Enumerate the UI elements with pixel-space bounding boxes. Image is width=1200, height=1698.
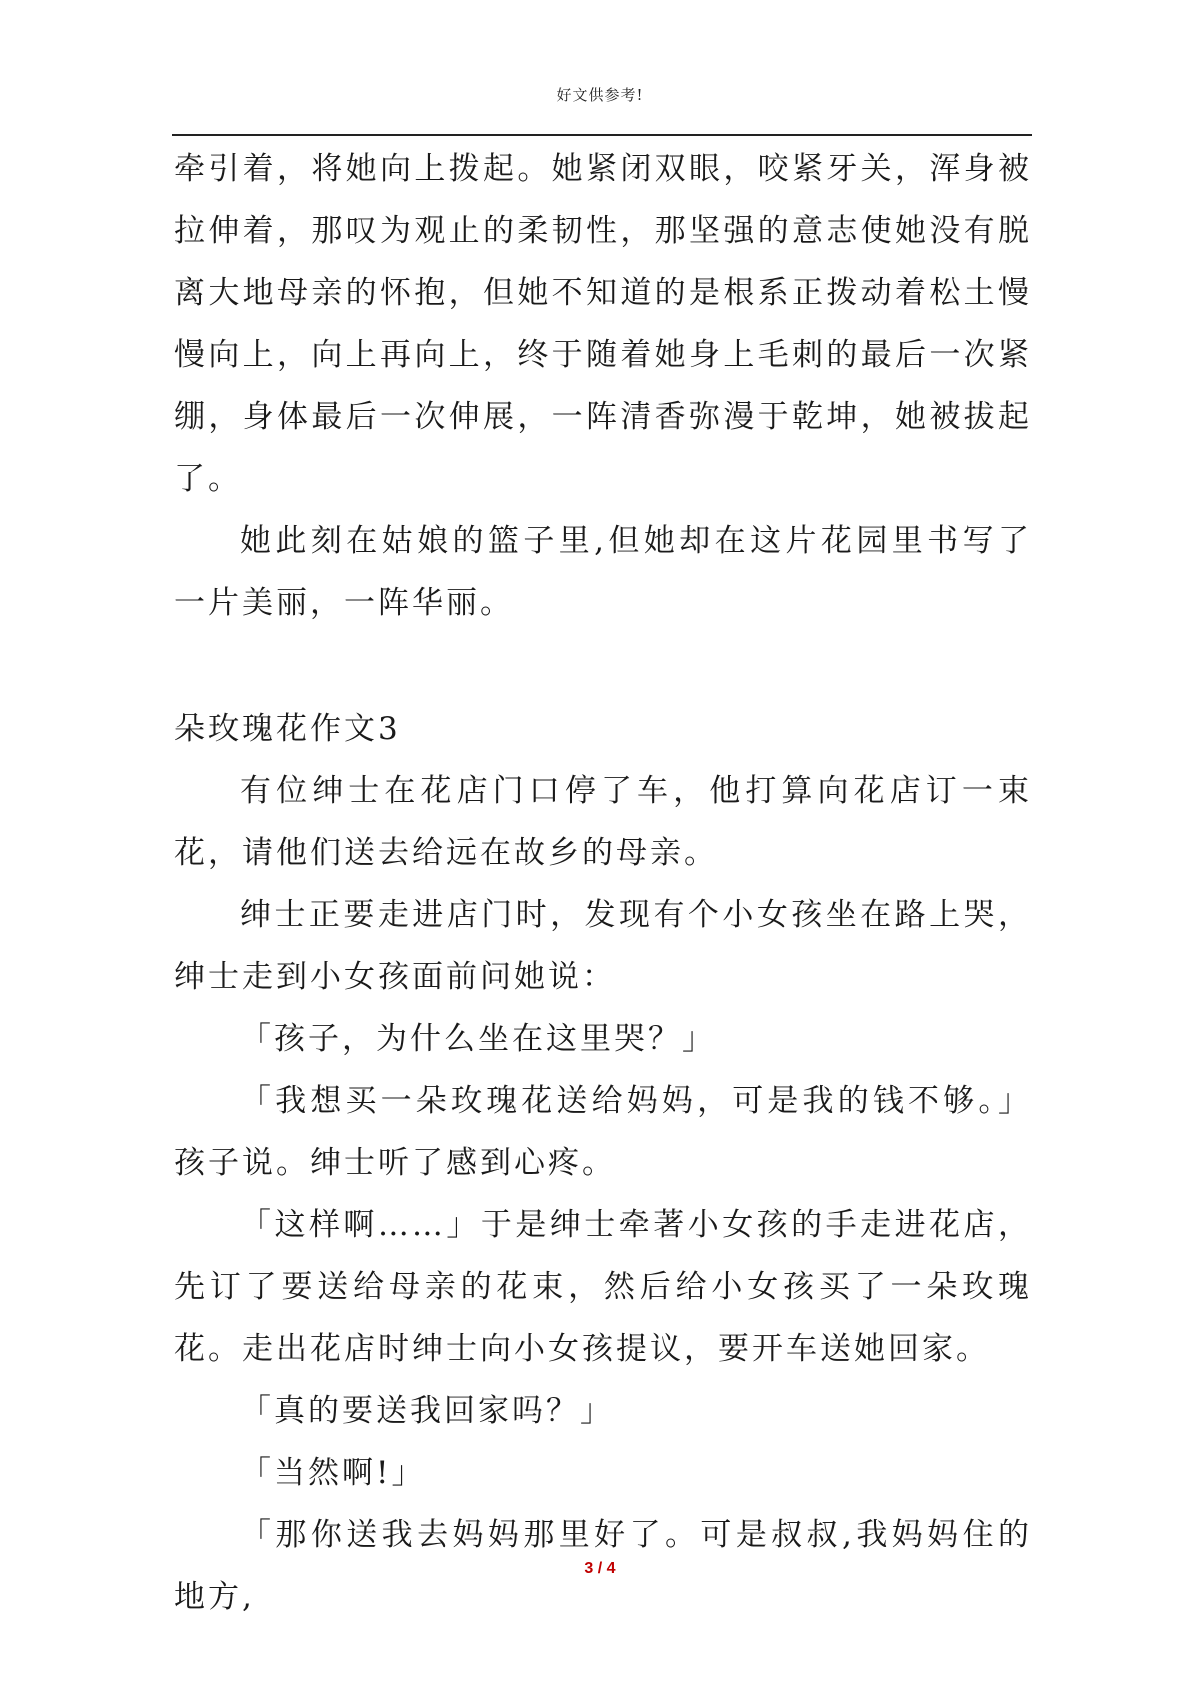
paragraph: 牵引着，将她向上拨起。她紧闭双眼，咬紧牙关，浑身被拉伸着，那叹为观止的柔韧性，那坚强的意志使她没有脱离大地母亲的怀抱，但她不知道的是根系正拨动着松土慢慢向上，向上再向上，终于随着她身上毛刺的最后一次紧绷，身体最后一次伸展，一阵清香弥漫于乾坤，她被拔起了。 [174,151,1032,497]
page-indicator: 3 / 4 [584,1560,616,1577]
paragraph: 「我想买一朵玫瑰花送给妈妈，可是我的钱不够。」孩子说。绅士听了感到心疼。 [174,1083,1032,1181]
paragraph: 「当然啊!」 [240,1455,426,1491]
paragraph: 「孩子，为什么坐在这里哭？」 [240,1021,716,1057]
paragraph: 「那你送我去妈妈那里好了。可是叔叔,我妈妈住的地方, [174,1517,1032,1615]
paragraph: 有位绅士在花店门口停了车，他打算向花店订一束花，请他们送去给远在故乡的母亲。 [174,773,1032,871]
paragraph: 「真的要送我回家吗？」 [240,1393,614,1429]
header-divider [172,134,1032,136]
section-title: 朵玫瑰花作文3 [174,711,401,747]
paragraph: 绅士正要走进店门时，发现有个小女孩坐在路上哭，绅士走到小女孩面前问她说： [174,897,1032,995]
page-header: 好文供参考! [556,86,644,104]
section-spacer [174,634,1032,698]
paragraph: 「这样啊……」于是绅士牵著小女孩的手走进花店，先订了要送给母亲的花束，然后给小女孩买了一朵玫瑰花。走出花店时绅士向小女孩提议，要开车送她回家。 [174,1207,1032,1367]
paragraph: 她此刻在姑娘的篮子里,但她却在这片花园里书写了一片美丽，一阵华丽。 [174,523,1032,621]
document-body [174,138,1032,1628]
